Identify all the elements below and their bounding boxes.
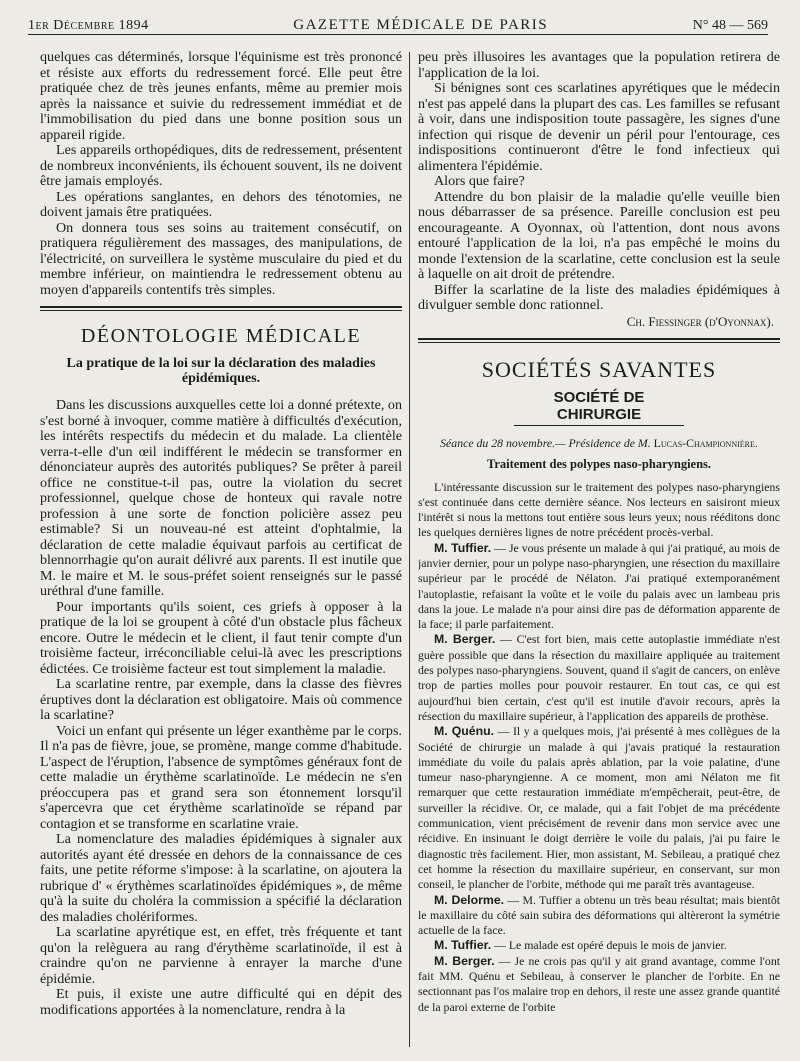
column-divider	[409, 52, 410, 1047]
paragraph: Dans les discussions auxquelles cette loi a donné prétexte, on s'est borné à invoquer, comme matière à difficultés d'exécution, les intérêts respectifs du médecin et du malade. La clientèle verra-t-elle d'un œil indifférent le médecin se transformer en dénonciateur auprès des autorités publiques? Se prêter à pareil office ne constitue-t-il pas, outre la violation du secret professionnel, quelque chose de honteux qui ravale notre profession à une sorte de fonction policière assez peu estimable? Si un nouveau-né est atteint d'ophtalmie, la déclaration de cette maladie équivaut parfois au certificat de blennorrhagie qu'on aurait délivré aux parents. Il est inutile que M. le maire et M. le sous-préfet soient renseignés sur le passé uréthral d'une famille.	[40, 397, 402, 599]
paragraph: Biffer la scarlatine de la liste des maladies épidémiques à divulguer semble donc rationnel.	[418, 281, 780, 313]
speaker-name: M. Berger.	[434, 953, 495, 968]
speaker-text: — Il y a quelques mois, j'ai présenté à mes collègues de la Société de chirurgie un malade à qui j'avais pratiqué la restauration immédiate du voile du palais après ablation, par la voie palatine, d'une tumeur naso-pharyngienne. A ce moment, mon ami Nélaton me fit remarquer que cette restauration immédiate m'empêcherait, peut-être, de surveiller la récidive. Or, ce malade, qui a fait l'objet de ma précédente communication, vient précisément de revenir dans mon service avec une récidive. En insinuant le doigt derrière le voile du palais, j'ai pu faire le diagnostic très facilement. Hier, mon assistant, M. Sebileau, a pratiqué chez cet homme la résection du maxillaire supérieur, en conservant, sur mon conseil, le plancher de l'orbite, méthode qui me paraît très avantageuse.	[418, 724, 780, 892]
paragraph: Voici un enfant qui présente un léger exanthème par le corps. Il n'a pas de fièvre, joue, se promène, mange comme d'habitude. L'aspect de l'éruption, l'absence de symptômes généraux font de cette maladie un érythème scarlatinoïde. Le médecin ne s'en préoccupera pas et grand sera son étonnement lorsqu'il s'apercevra que cet érythème scarlatinoïde se répand par contagion et se transforme en scarlatine vraie.	[40, 722, 402, 832]
session-line	[418, 436, 780, 451]
page-number: N° 48 — 569	[692, 18, 768, 33]
section-rule	[40, 306, 402, 311]
paragraph: peu près illusoires les avantages que la population retirera de l'application de la loi.	[418, 50, 780, 81]
left-column	[40, 50, 402, 1047]
speaker-text: — Je ne crois pas qu'il y ait grand avantage, comme l'ont fait MM. Quénu et Sebileau, à conserver le plancher de l'orbite. En ne sectionnant pas l'os malaire trop en dehors, il reste une assez grande quantité de la paroi externe de l'orbite	[418, 953, 780, 1014]
speaker-text: — C'est fort bien, mais cette autoplastie immédiate n'est guère possible que dans la résection du maxillaire appliquée au traitement des polypes naso-pharyngiens. Souvent, quand il s'agit de cancers, on enlève trop de parties molles pour pouvoir restaurer. En tout cas, ce qui est aujourd'hui bien certain, c'est qu'il est inutile d'avoir recours, après la résection du maxillaire supérieur, à l'application des appareils de prothèse.	[418, 632, 780, 723]
speaker-name: M. Tuffier.	[434, 540, 492, 555]
speaker-name: M. Quénu.	[434, 724, 495, 739]
speaker-paragraph	[418, 954, 780, 1015]
speaker-text: — Je vous présente un malade à qui j'ai pratiqué, au mois de janvier dernier, pour un polype naso-pharyngien, une résection du maxillaire supérieur par le procédé de Nélaton. J'ai pratiqué extemporanément l'autoplastie, refaisant la voûte et le voile du palais avec un lambeau pris dans la joue. Le malade n'a pour ainsi dire pas de déformation apparente de la face; il parle parfaitement.	[418, 540, 780, 632]
paragraph: Si bénignes sont ces scarlatines apyrétiques que le médecin n'est pas appelé dans la plupart des cas. Les familles se refusant à voir, dans une indisposition toute passagère, les signes d'une infection qui risque de devenir un péril pour l'entourage, ces indispositions continueront d'être le fond infectieux qui alimentera l'épidémie.	[418, 80, 780, 174]
speaker-name: M. Delorme.	[434, 892, 505, 907]
speaker-paragraph	[418, 724, 780, 892]
paragraph: Les appareils orthopédiques, dits de redressement, présentent de nombreux inconvénients, ils échouent souvent, ils ne doivent être jamais employés.	[40, 142, 402, 189]
issue-date: 1er Décembre 1894	[28, 18, 149, 33]
president-name: Lucas-Championnière.	[653, 435, 758, 450]
discussion-topic: Traitement des polypes naso-pharyngiens.	[486, 456, 712, 471]
speaker-paragraph	[418, 541, 780, 633]
right-column	[418, 50, 780, 1047]
article-subtitle: La pratique de la loi sur la déclaration des maladies épidémiques.	[66, 356, 376, 386]
paragraph: L'intéressante discussion sur le traitement des polypes naso-pharyngiens s'est continuée dans cette dernière séance. Nos lecteurs en saisiront mieux l'intérêt si nous la mettons tout entière sous leurs yeux; nous rééditons donc les quelques dernières lignes de notre précédent procès-verbal.	[418, 479, 780, 540]
session-date: Séance du 28 novembre.— Présidence de M.	[440, 435, 654, 450]
speaker-paragraph	[418, 893, 780, 939]
paragraph: Attendre du bon plaisir de la maladie qu'elle veuille bien nous débarrasser de sa présence. Pareille conclusion est peu encourageante. A Oyonnax, où l'attention, dont nous avons entouré l'application de la loi, n'a pas empêché le moins du monde l'extension de la scarlatine, cette conclusion est la seule à laquelle on ait droit de prétendre.	[418, 188, 780, 282]
speaker-paragraph	[418, 632, 780, 724]
author-signature: Ch. Fiessinger (d'Oyonnax).	[626, 313, 774, 329]
paragraph: Les opérations sanglantes, en dehors des ténotomies, ne doivent jamais être pratiquées.	[40, 188, 402, 220]
section-rule	[418, 338, 780, 343]
paragraph: Et puis, il existe une autre difficulté qui en dépit des modifications apportées à la nomenclature, rendra à la	[40, 986, 402, 1018]
paragraph: La scarlatine rentre, par exemple, dans la classe des fièvres éruptives dont la déclaration est obligatoire. Mais où commence la scarlatine?	[40, 676, 402, 723]
page-header	[28, 12, 768, 35]
speaker-text: — M. Tuffier a obtenu un très beau résultat; mais bientôt le maxillaire du côté sain subira des déformations qui altèreront la symétrie actuelle de la face.	[418, 892, 780, 938]
section-title: SOCIÉTÉS SAVANTES	[481, 356, 717, 382]
paragraph: Pour importants qu'ils soient, ces griefs à opposer à la pratique de la loi se groupent à côté d'un obstacle plus fâcheux encore. Outre le médecin et le client, il faut tenir compte d'un troisième facteur, irréconciliable celui-là avec les prescriptions édictées. Ce troisième facteur est tout simplement la maladie.	[40, 598, 402, 677]
paragraph: La scarlatine apyrétique est, en effet, très fréquente et tant qu'on la relèguera au rang d'érythème scarlatinoïde, il est à craindre qu'on ne parvienne à enrayer la marche d'une épidémie.	[40, 924, 402, 987]
journal-title: GAZETTE MÉDICALE DE PARIS	[293, 17, 549, 33]
paragraph: On donnera tous ses soins au traitement consécutif, on pratiquera régulièrement des massages, des manipulations, de l'électricité, on surveillera le système musculaire du pied et du membre inférieur, on maintiendra le redressement obtenu au moyen d'appareils contentifs très simples.	[40, 219, 402, 298]
paragraph: quelques cas déterminés, lorsque l'équinisme est très prononcé et résiste aux efforts du redressement forcé. Elle peut être pratiquée chez de très jeunes enfants, même au premier mois après la naissance et suivie du redressement immédiat et de l'immobilisation du pied dans une bonne position sous un appareil rigide.	[40, 50, 402, 143]
speaker-text: — Le malade est opéré depuis le mois de janvier.	[491, 938, 727, 953]
paragraph: La nomenclature des maladies épidémiques à signaler aux autorités ayant été dressée en dehors de la connaissance de ces faits, une petite réforme s'impose: à la scarlatine, on ajoutera la rubrique d' « érythèmes scarlatinoïdes épidémiques », de même qu'à la suite du choléra la commission a spécifié la déclaration des maladies cholériformes.	[40, 831, 402, 925]
section-title: DÉONTOLOGIE MÉDICALE	[80, 325, 362, 347]
speaker-name: M. Berger.	[434, 632, 496, 647]
paragraph: Alors que faire?	[434, 173, 525, 189]
speaker-name: M. Tuffier.	[434, 938, 492, 953]
speaker-paragraph	[418, 938, 780, 953]
society-name: SOCIÉTÉ DE CHIRURGIE	[514, 389, 684, 426]
